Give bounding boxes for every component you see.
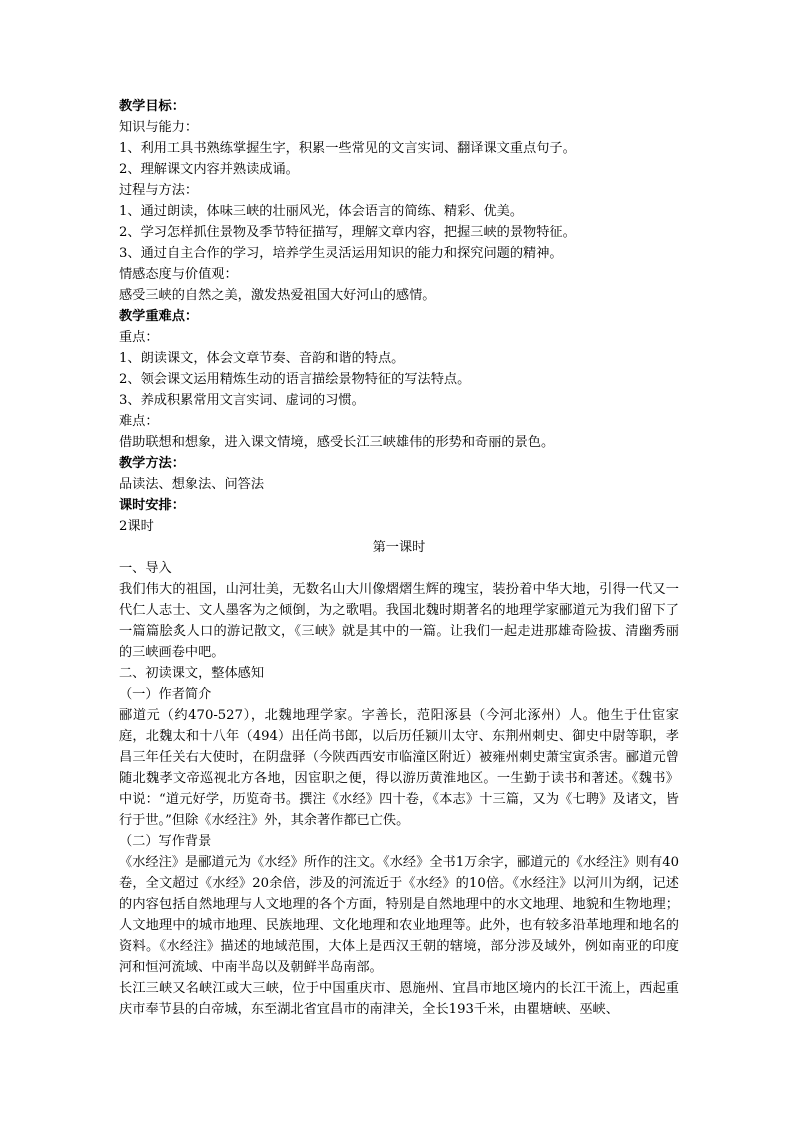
text-line: 借助联想和想象，进入课文情境，感受长江三峡雄伟的形势和奇丽的景色。: [119, 435, 555, 450]
text-line: 2、学习怎样抓住景物及季节特征描写，理解文章内容，把握三峡的景物特征。: [119, 225, 576, 240]
label-emotion: 情感态度与价值观：: [119, 267, 238, 282]
section-heading-goals: 教学目标：: [119, 99, 185, 114]
text-line: 1、朗读课文，体会文章节奏、音韵和谐的特点。: [119, 351, 405, 366]
text-line: 1、通过朗读，体味三峡的壮丽风光，体会语言的简练、精彩、优美。: [119, 204, 524, 219]
text-line: 3、养成积累常用文言实词、虚词的习惯。: [119, 393, 365, 408]
text-line: 品读法、想象法、问答法: [119, 477, 265, 492]
label-knowledge: 知识与能力：: [119, 120, 199, 135]
text-line: 2课时: [119, 519, 154, 534]
subsection-heading-background: （二）写作背景: [119, 834, 212, 849]
paragraph-gorges: 长江三峡又名峡江或大三峡，位于中国重庆市、恩施州、宜昌市地区境内的长江干流上，西起重庆市奉节县的白帝城，东至湖北省宜昌市的南津关，全长193千米，由瞿塘峡、巫峡、: [119, 981, 679, 1017]
text-line: 1、利用工具书熟练掌握生字，积累一些常见的文言实词、翻译课文重点句子。: [119, 141, 576, 156]
text-line: 感受三峡的自然之美，激发热爱祖国大好河山的感情。: [119, 288, 436, 303]
label-process: 过程与方法：: [119, 183, 199, 198]
label-key: 重点：: [119, 330, 159, 345]
subsection-heading-intro: 一、导入: [119, 561, 172, 576]
subsection-heading-author: （一）作者简介: [119, 687, 212, 702]
label-difficulty: 难点：: [119, 414, 159, 429]
text-line: 2、领会课文运用精炼生动的语言描绘景物特征的写法特点。: [119, 372, 471, 387]
paragraph-background: 《水经注》是郦道元为《水经》所作的注文。《水经》全书1万余字，郦道元的《水经注》则有40卷，全文超过《水经》20余倍，涉及的河流近于《水经》的10倍。《水经注》以河川为纲，记述的内容包括自然地理与人文地理的各个方面，特别是自然地理中的水文地理、地貌和生物地理；人文地理中的城市地理、民族地理、文化地理和农业地理等。此外，也有较多沿革地理和地名的资料。《水经注》描述的地域范围，大体上是西汉王朝的辖境，部分涉及域外，例如南亚的印度河和恒河流域、中南半岛以及朝鲜半岛南部。: [119, 855, 679, 975]
paragraph-intro: 我们伟大的祖国，山河壮美，无数名山大川像熠熠生辉的瑰宝，装扮着中华大地，引得一代又一代仁人志士、文人墨客为之倾倒，为之歌唱。我国北魏时期著名的地理学家郦道元为我们留下了一篇篇脍炙人口的游记散文，《三峡》就是其中的一篇。让我们一起走进那雄奇险拔、清幽秀丽的三峡画卷中吧。: [119, 582, 679, 660]
section-heading-time: 课时安排：: [119, 498, 185, 513]
document-page: [119, 96, 679, 1020]
subsection-heading-reading: 二、初读课文，整体感知: [119, 666, 265, 681]
section-heading-method: 教学方法：: [119, 456, 185, 471]
text-line: 3、通过自主合作的学习，培养学生灵活运用知识的能力和探究问题的精神。: [119, 246, 563, 261]
lesson-title: 第一课时: [372, 540, 426, 555]
section-heading-key: 教学重难点：: [119, 309, 199, 324]
paragraph-author: 郦道元（约470-527），北魏地理学家。字善长，范阳涿县（今河北涿州）人。他生于仕宦家庭，北魏太和十八年（494）出任尚书郎，以后历任颍川太守、东荆州刺史、御史中尉等职，孝昌三年任关右大使时，在阴盘驿（今陕西西安市临潼区附近）被雍州刺史萧宝寅杀害。郦道元曾随北魏孝文帝巡视北方各地，因宦职之便，得以游历黄淮地区。一生勤于读书和著述。《魏书》中说：“道元好学，历览奇书。撰注《水经》四十卷，《本志》十三篇，又为《七聘》及诸文，皆行于世。”但除《水经注》外，其余著作都已亡佚。: [119, 708, 679, 828]
text-line: 2、理解课文内容并熟读成诵。: [119, 162, 299, 177]
